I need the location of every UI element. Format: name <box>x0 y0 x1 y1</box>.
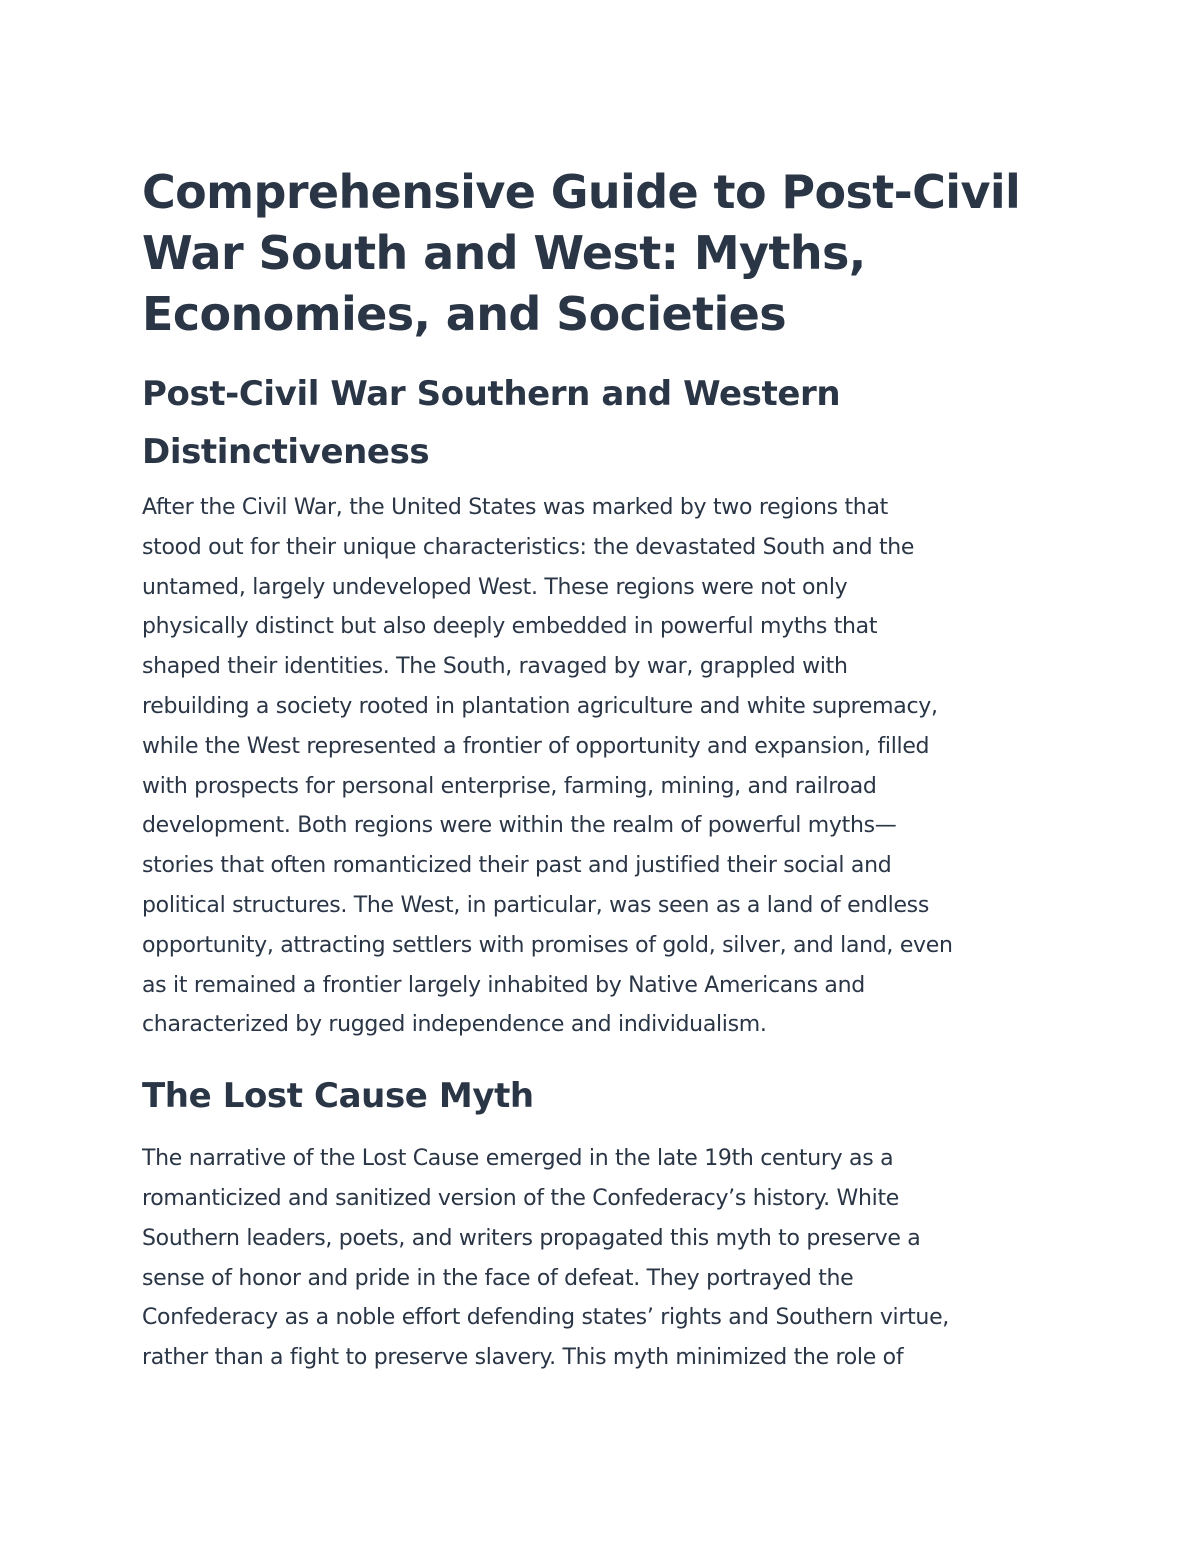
section-body-lost-cause: The narrative of the Lost Cause emerged in the late 19th century as a romanticized and sanitized version of the Confederacy’s history. White Southern leaders, poets, and writers propagated this myth to preserve a sense of honor and pride in the face of defeat. They portrayed the Confederacy as a noble effort defending states’ rights and Southern virtue, rather than a fight to preserve slavery. This myth minimized the role of <box>142 1146 950 1371</box>
section-heading-distinctiveness: Post-Civil War Southern and Western Distinctiveness <box>142 374 841 472</box>
document-title: Comprehensive Guide to Post-Civil War South and West: Myths, Economies, and Societies <box>142 165 1021 341</box>
document-page <box>142 162 1062 1378</box>
section-heading-lost-cause: The Lost Cause Myth <box>142 1076 534 1117</box>
section-body-distinctiveness: After the Civil War, the United States was marked by two regions that stood out for their unique characteristics: the devastated South and the untamed, largely undeveloped West. These regions were not only physically distinct but also deeply embedded in powerful myths that shaped their identities. The South, ravaged by war, grappled with rebuilding a society rooted in plantation agriculture and white supremacy, while the West represented a frontier of opportunity and expansion, filled with prospects for personal enterprise, farming, mining, and railroad development. Both regions were within the realm of powerful myths— stories that often romanticized their past and justified their social and political structures. The West, in particular, was seen as a land of endless opportunity, attracting settlers with promises of gold, silver, and land, even as it remained a frontier largely inhabited by Native Americans and characterized by rugged independence and individualism. <box>142 495 953 1038</box>
